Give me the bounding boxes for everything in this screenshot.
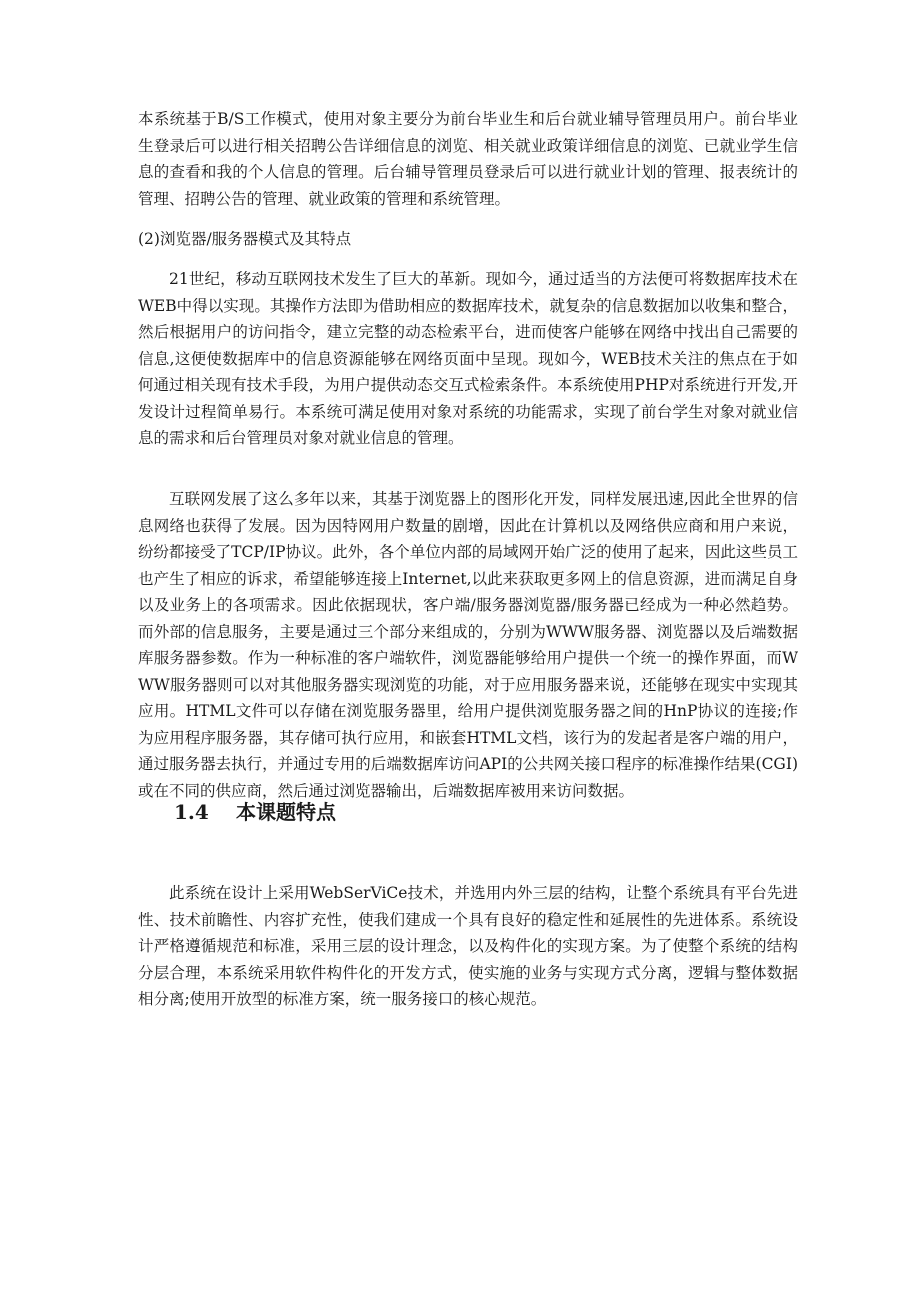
section-body-paragraph: 此系统在设计上采用WebSerViCe技术，并选用内外三层的结构，让整个系统具有平台先进性、技术前瞻性、内容扩充性，使我们建成一个具有良好的稳定性和延展性的先进体系。系统设计严格遵循规范和标准，采用三层的设计理念，以及构件化的实现方案。为了使整个系统的结构分层合理，本系统采用软件构件化的开发方式，使实施的业务与实现方式分离，逻辑与整体数据相分离;使用开放型的标准方案，统一服务接口的核心规范。 xyxy=(138,884,798,1008)
section-number: 1.4 xyxy=(174,800,209,824)
intro-paragraph: 本系统基于B/S工作模式，使用对象主要分为前台毕业生和后台就业辅导管理员用户。前台毕业生登录后可以进行相关招聘公告详细信息的浏览、相关就业政策详细信息的浏览、已就业学生信息的查看和我的个人信息的管理。后台辅导管理员登录后可以进行就业计划的管理、报表统计的管理、招聘公告的管理、就业政策的管理和系统管理。 xyxy=(138,110,798,208)
section-heading xyxy=(174,798,336,826)
paragraph-web-technology: 21世纪，移动互联网技术发生了巨大的革新。现如今，通过适当的方法便可将数据库技术在WEB中得以实现。其操作方法即为借助相应的数据库技术，就复杂的信息数据加以收集和整合，然后根据用户的访问指令，建立完整的动态检索平台，进而使客户能够在网络中找出自己需要的信息,这便使数据库中的信息资源能够在网络页面中呈现。现如今，WEB技术关注的焦点在于如何通过相关现有技术手段，为用户提供动态交互式检索条件。本系统使用PHP对系统进行开发,开发设计过程简单易行。本系统可满足使用对象对系统的功能需求，实现了前台学生对象对就业信息的需求和后台管理员对象对就业信息的管理。 xyxy=(138,270,798,447)
subheading-browser-server: (2)浏览器/服务器模式及其特点 xyxy=(138,230,352,248)
section-title: 本课题特点 xyxy=(236,800,336,824)
paragraph-internet-development: 互联网发展了这么多年以来，其基于浏览器上的图形化开发，同样发展迅速,因此全世界的信息网络也获得了发展。因为因特网用户数量的剧增，因此在计算机以及网络供应商和用户来说，纷纷都接受了TCP/IP协议。此外，各个单位内部的局域网开始广泛的使用了起来，因此这些员工也产生了相应的诉求，希望能够连接上Internet,以此来获取更多网上的信息资源，进而满足自身以及业务上的各项需求。因此依据现状，客户端/服务器浏览器/服务器已经成为一种必然趋势。而外部的信息服务，主要是通过三个部分来组成的，分别为WWW服务器、浏览器以及后端数据库服务器参数。作为一种标准的客户端软件，浏览器能够给用户提供一个统一的操作界面，而WWW服务器则可以对其他服务器实现浏览的功能，对于应用服务器来说，还能够在现实中实现其应用。HTML文件可以存储在浏览服务器里，给用户提供浏览服务器之间的HnP协议的连接;作为应用程序服务器，其存储可执行应用，和嵌套HTML文档，该行为的发起者是客户端的用户，通过服务器去执行，并通过专用的后端数据库访问API的公共网关接口程序的标准操作结果(CGI)或在不同的供应商，然后通过浏览器输出，后端数据库被用来访问数据。 xyxy=(138,490,798,800)
